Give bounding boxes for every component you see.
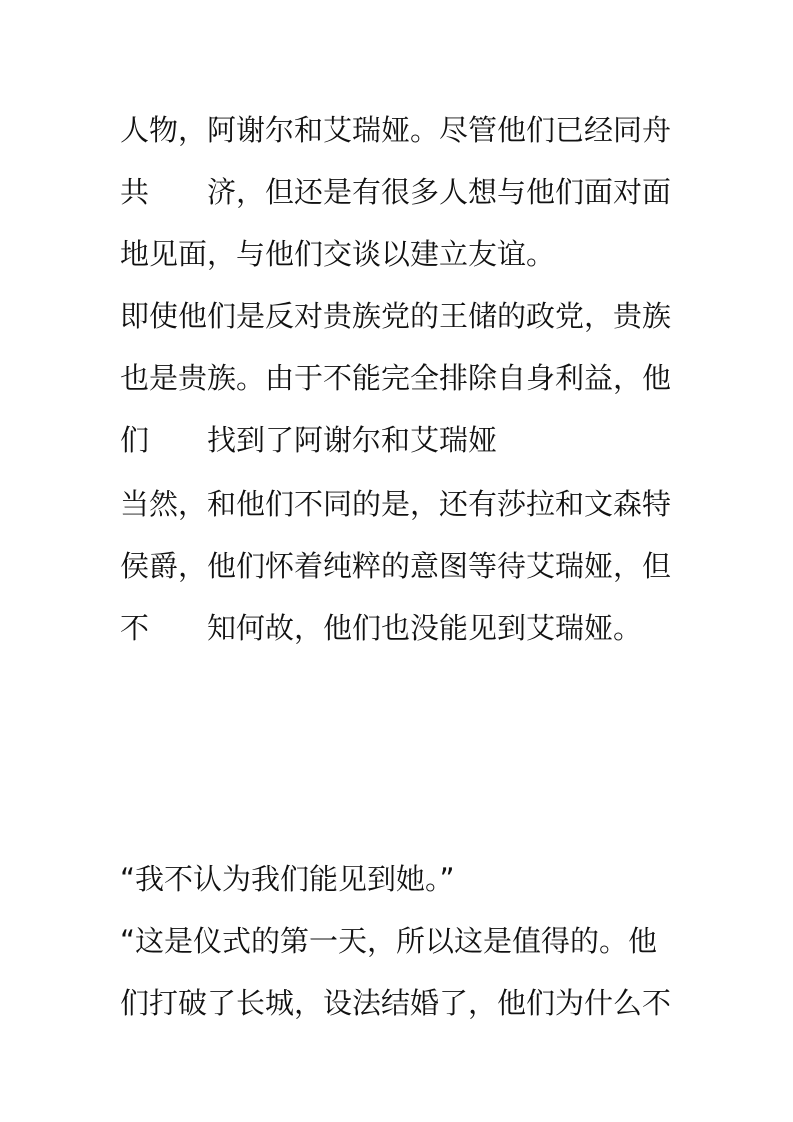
text-line: 当然，和他们不同的是，还有莎拉和文森特 [120, 487, 672, 521]
text-line: 人物，阿谢尔和艾瑞娅。尽管他们已经同舟 [120, 113, 672, 147]
text-line: 不 知何故，他们也没能见到艾瑞娅。 [120, 611, 643, 645]
text-line: 们打破了长城，设法结婚了，他们为什么不 [120, 986, 672, 1020]
dialogue-line: “我不认为我们能见到她。” [120, 862, 455, 896]
text-line: 们 找到了阿谢尔和艾瑞娅 [120, 423, 498, 457]
text-line: 共 济，但还是有很多人想与他们面对面 [120, 175, 672, 209]
text-line: 即使他们是反对贵族党的王储的政党，贵族 [120, 299, 672, 333]
dialogue-line: “这是仪式的第一天，所以这是值得的。他 [120, 924, 658, 958]
text-line: 侯爵，他们怀着纯粹的意图等待艾瑞娅，但 [120, 549, 672, 583]
text-line: 地见面，与他们交谈以建立友谊。 [120, 237, 556, 271]
text-line: 也是贵族。由于不能完全排除自身利益，他 [120, 361, 672, 395]
